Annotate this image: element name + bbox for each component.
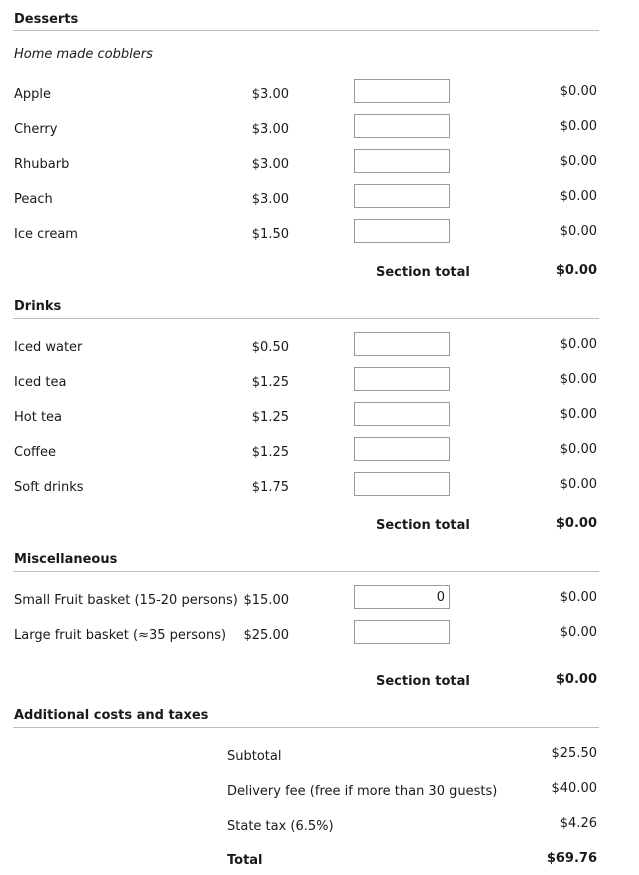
item-price: $3.00 (251, 192, 289, 207)
state-tax-value: $4.26 (559, 816, 597, 831)
quantity-input-ice-cream[interactable] (354, 219, 450, 243)
item-price: $15.00 (243, 593, 289, 608)
quantity-input-soft-drinks[interactable] (354, 472, 450, 496)
item-price: $1.25 (251, 375, 289, 390)
item-price: $1.50 (251, 227, 289, 242)
item-amount: $0.00 (559, 625, 597, 640)
misc-section-total-value: $0.00 (555, 672, 597, 687)
misc-divider (13, 571, 599, 572)
item-name: Soft drinks (14, 480, 84, 495)
quantity-input-small-fruit-basket[interactable] (354, 585, 450, 609)
drinks-section-title: Drinks (14, 299, 62, 314)
desserts-section-total-label: Section total (376, 265, 470, 280)
state-tax-label: State tax (6.5%) (227, 819, 334, 834)
grand-total-value: $69.76 (546, 851, 597, 866)
item-name: Apple (14, 87, 52, 102)
item-amount: $0.00 (559, 84, 597, 99)
grand-total-label: Total (227, 853, 263, 868)
item-price: $25.00 (243, 628, 289, 643)
item-amount: $0.00 (559, 407, 597, 422)
item-name: Iced water (14, 340, 83, 355)
item-amount: $0.00 (559, 154, 597, 169)
item-amount: $0.00 (559, 477, 597, 492)
item-amount: $0.00 (559, 224, 597, 239)
item-price: $1.75 (251, 480, 289, 495)
quantity-input-rhubarb[interactable] (354, 149, 450, 173)
item-amount: $0.00 (559, 119, 597, 134)
item-name: Peach (14, 192, 53, 207)
item-amount: $0.00 (559, 189, 597, 204)
item-amount: $0.00 (559, 337, 597, 352)
additional-divider (13, 727, 599, 728)
item-price: $1.25 (251, 410, 289, 425)
subtotal-label: Subtotal (227, 749, 282, 764)
item-amount: $0.00 (559, 372, 597, 387)
item-price: $3.00 (251, 87, 289, 102)
desserts-divider (13, 30, 599, 31)
item-name: Ice cream (14, 227, 78, 242)
delivery-fee-value: $40.00 (551, 781, 597, 796)
quantity-input-large-fruit-basket[interactable] (354, 620, 450, 644)
item-amount: $0.00 (559, 590, 597, 605)
desserts-section-total-value: $0.00 (555, 263, 597, 278)
misc-section-title: Miscellaneous (14, 552, 118, 567)
item-name: Small Fruit basket (15-20 persons) (14, 593, 238, 608)
drinks-section-total-value: $0.00 (555, 516, 597, 531)
additional-section-title: Additional costs and taxes (14, 708, 209, 723)
item-name: Rhubarb (14, 157, 70, 172)
drinks-divider (13, 318, 599, 319)
quantity-input-iced-tea[interactable] (354, 367, 450, 391)
subtotal-value: $25.50 (551, 746, 597, 761)
item-price: $0.50 (251, 340, 289, 355)
quantity-input-hot-tea[interactable] (354, 402, 450, 426)
quantity-input-cherry[interactable] (354, 114, 450, 138)
item-name: Large fruit basket (≈35 persons) (14, 628, 227, 643)
item-name: Coffee (14, 445, 56, 460)
desserts-subtitle: Home made cobblers (14, 47, 153, 62)
item-name: Iced tea (14, 375, 67, 390)
quantity-input-apple[interactable] (354, 79, 450, 103)
item-name: Cherry (14, 122, 58, 137)
item-name: Hot tea (14, 410, 63, 425)
item-price: $1.25 (251, 445, 289, 460)
drinks-section-total-label: Section total (376, 518, 470, 533)
item-amount: $0.00 (559, 442, 597, 457)
quantity-input-peach[interactable] (354, 184, 450, 208)
quantity-input-iced-water[interactable] (354, 332, 450, 356)
misc-section-total-label: Section total (376, 674, 470, 689)
quantity-input-coffee[interactable] (354, 437, 450, 461)
item-price: $3.00 (251, 122, 289, 137)
delivery-fee-label: Delivery fee (free if more than 30 guests) (227, 784, 498, 799)
desserts-section-title: Desserts (14, 12, 79, 27)
item-price: $3.00 (251, 157, 289, 172)
